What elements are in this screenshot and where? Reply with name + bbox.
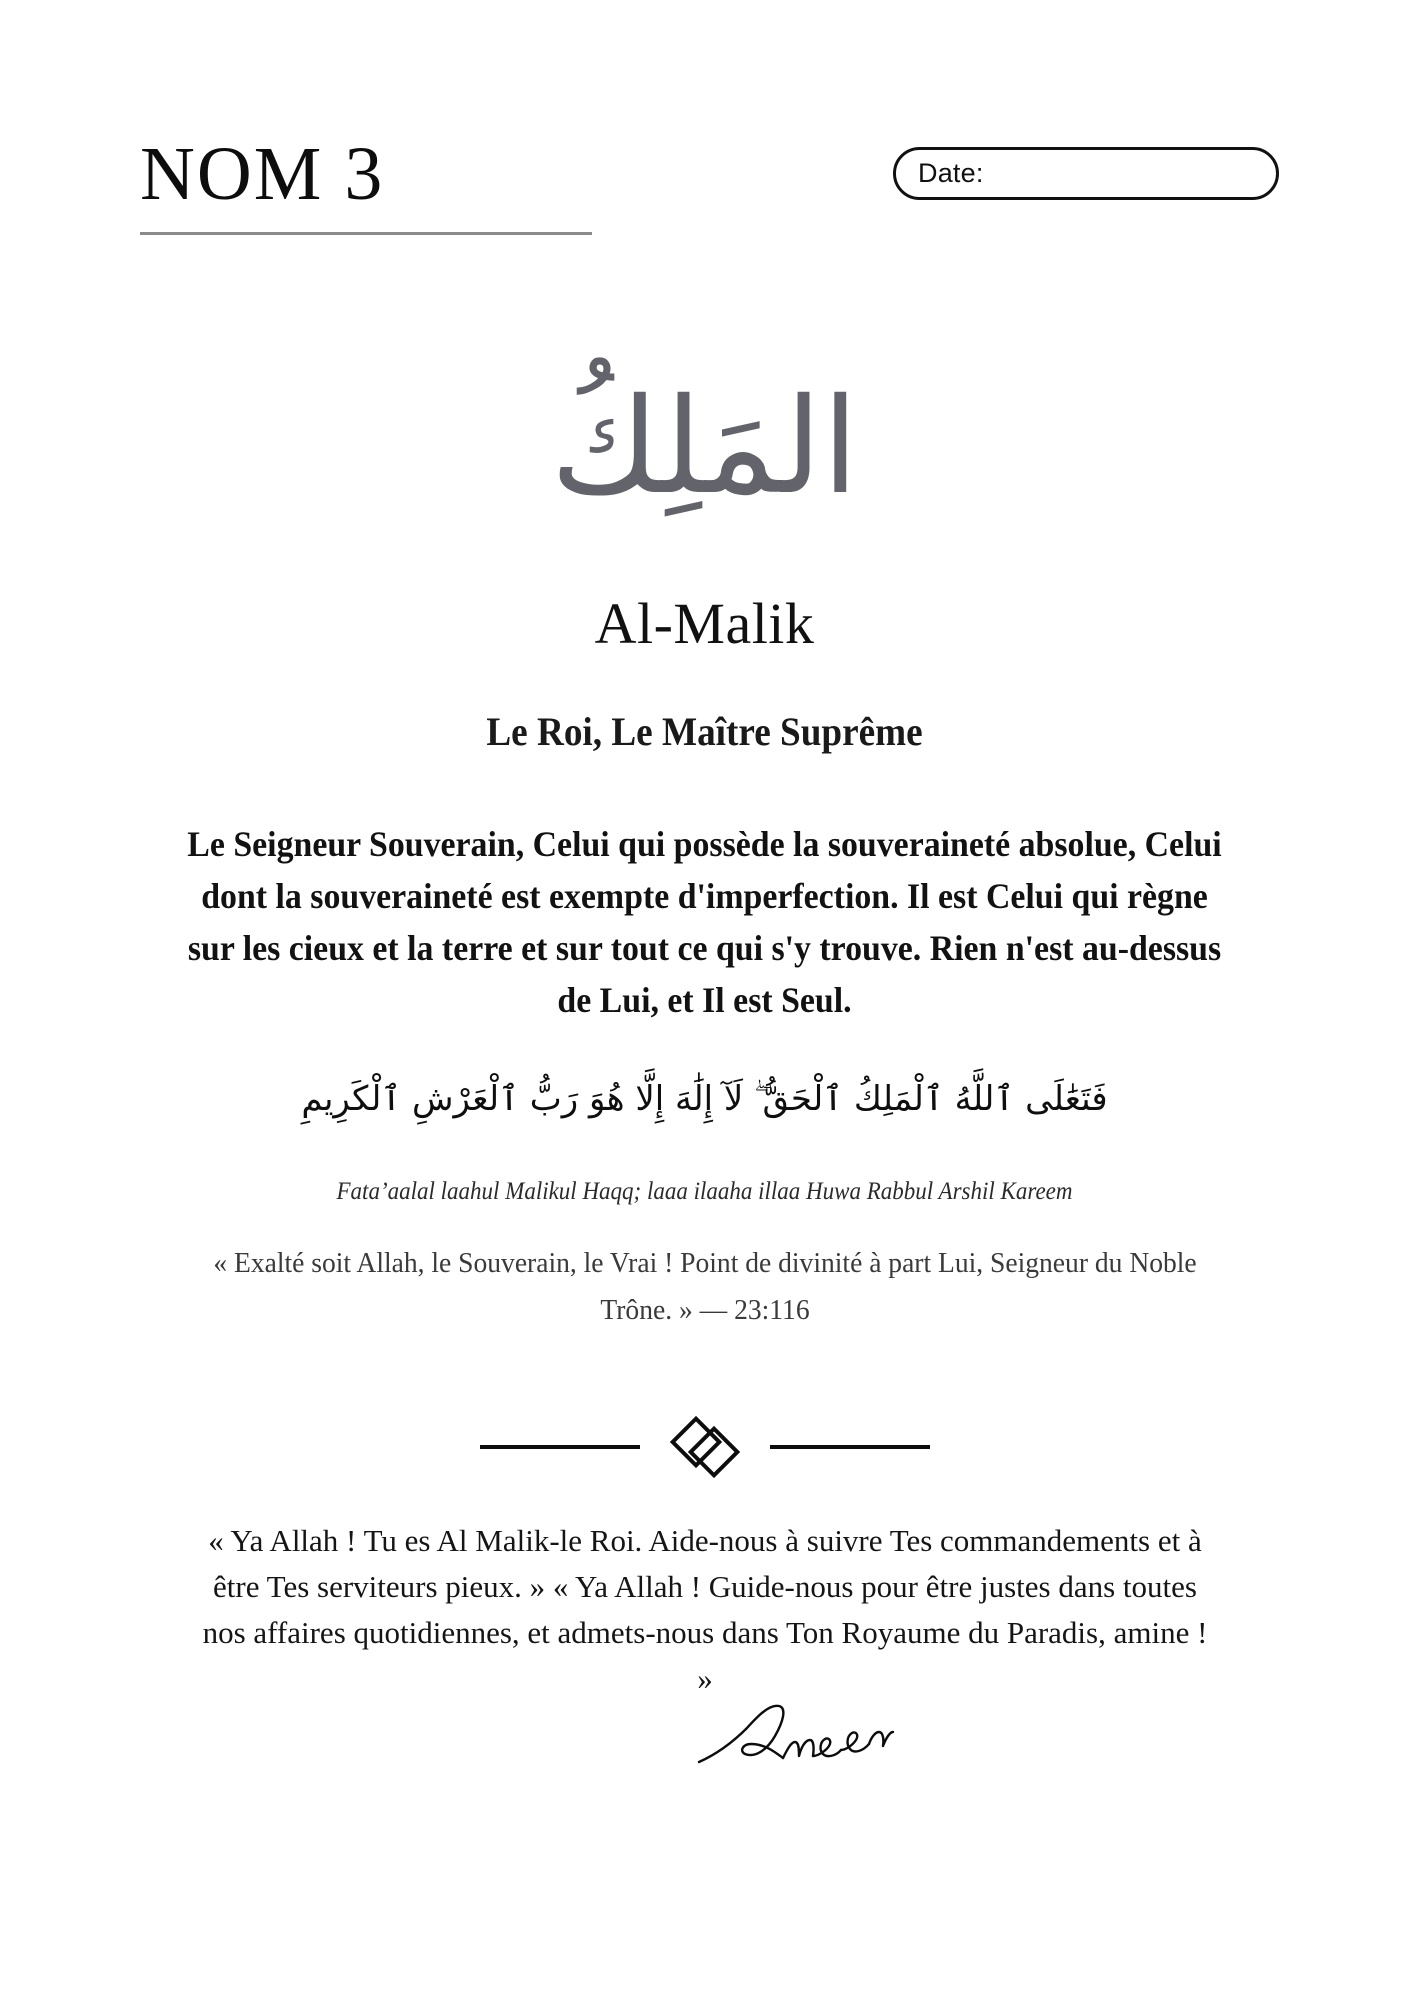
date-field[interactable] (893, 147, 1279, 200)
verse-transliteration: Fata’aalal laahul Malikul Haqq; laaa ilaaha illaa Huwa Rabbul Arshil Kareem (336, 1178, 1073, 1205)
name-description-paragraph: Le Seigneur Souverain, Celui qui possède la souveraineté absolue, Celui dont la souveraineté est exempte d'imperfection. Il est Celui qui règne sur les cieux et la terre et sur tout ce qui s'y trouve. Rien n'est au-dessus de Lui, et Il est Seul. (187, 824, 1222, 1020)
arabic-name-calligraphy: المَلِكُ (550, 370, 859, 524)
title-underline-rule (140, 232, 592, 235)
ameen-signature-icon (695, 1692, 895, 1778)
double-diamond-ornament-icon (662, 1414, 748, 1480)
section-divider (0, 1412, 1409, 1482)
ameen-signature-block (0, 1692, 1409, 1782)
divider-line-left (480, 1445, 640, 1449)
verse-french-translation: « Exalté soit Allah, le Souverain, le Vrai ! Point de divinité à part Lui, Seigneur du Noble Trône. » — 23:116 (213, 1247, 1197, 1326)
title-block (140, 128, 590, 235)
name-meaning-subtitle: Le Roi, Le Maître Suprême (486, 709, 923, 754)
name-latin-transliteration: Al-Malik (594, 591, 815, 656)
page-header (0, 128, 1409, 258)
date-label: Date: (918, 158, 984, 188)
dua-paragraph: « Ya Allah ! Tu es Al Malik-le Roi. Aide-nous à suivre Tes commandements et à être Tes serviteurs pieux. » « Ya Allah ! Guide-nous pour être justes dans toutes nos affaires quotidiennes, et admets-nous dans Ton Royaume du Paradis, amine ! » (202, 1523, 1208, 1696)
page-title: NOM 3 (140, 132, 385, 216)
divider-line-right (770, 1445, 930, 1449)
verse-arabic-text: فَتَعَٰلَى ٱللَّهُ ٱلْمَلِكُ ٱلْحَقُّ ۖ لَآ إِلَٰهَ إِلَّا هُوَ رَبُّ ٱلْعَرْشِ ٱلْكَرِيمِ (301, 1079, 1108, 1119)
